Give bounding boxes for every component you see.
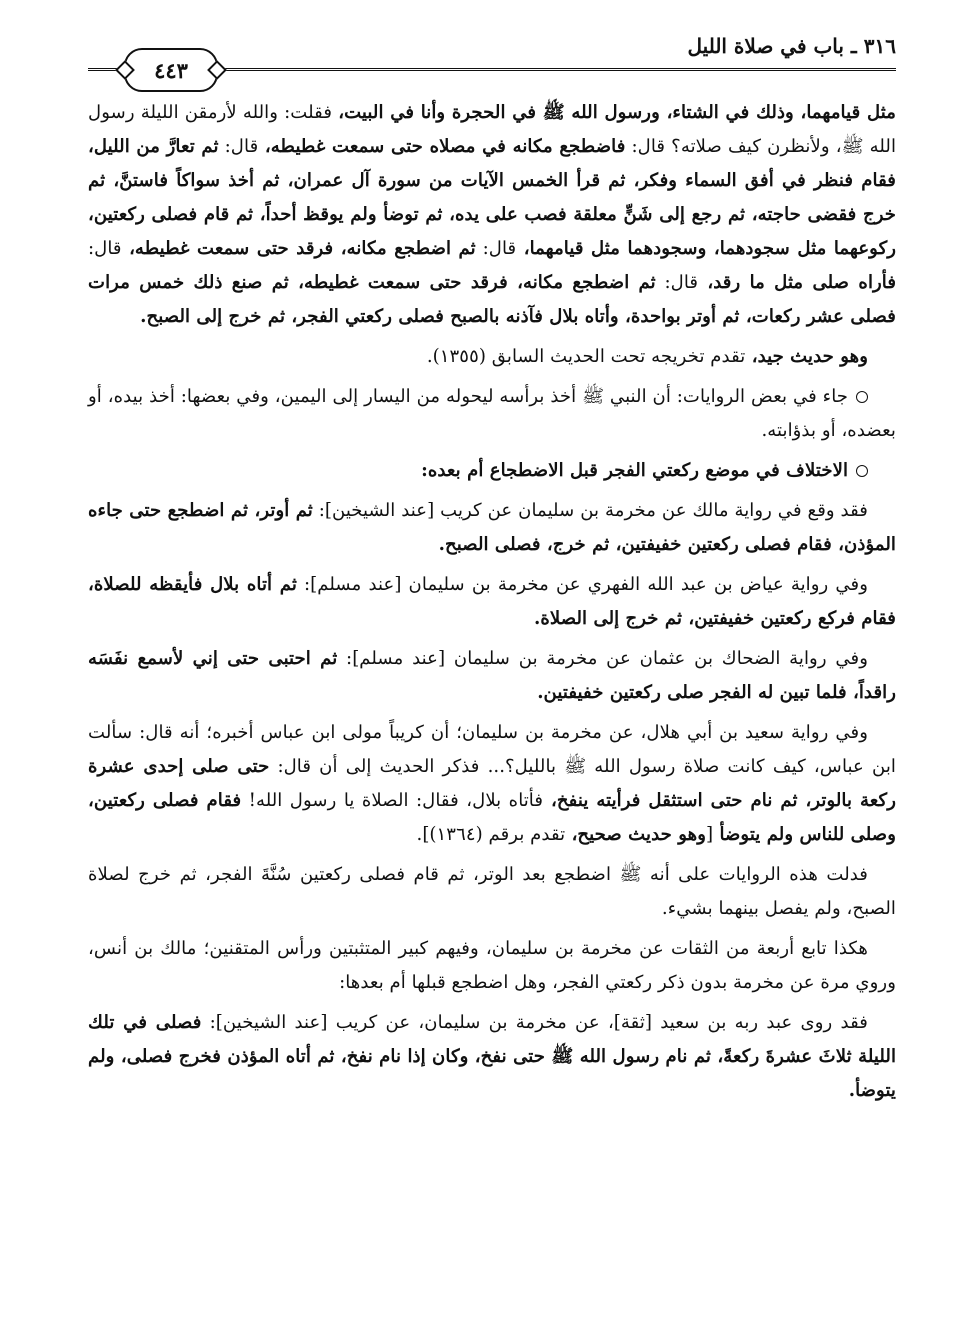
paragraph xyxy=(88,494,896,562)
bold-text-run: ثم أوتر، ثم اضطجع حتى جاءه المؤذن، فقام فصلى ركعتين خفيفتين، ثم خرج، فصلى الصبح. xyxy=(88,500,896,555)
paragraph xyxy=(88,932,896,1000)
text-run: فقد وقع في رواية مالك عن مخرمة بن سليمان عن كريب [عند الشيخين]: xyxy=(312,500,868,521)
paragraph xyxy=(88,642,896,710)
page-number: ٤٤٣ xyxy=(154,57,188,83)
body-text xyxy=(88,96,896,1108)
bold-text-run: مثل قيامهما، وذلك في الشتاء، ورسول الله ﷺ في الحجرة وأنا في البيت، xyxy=(338,102,896,123)
text-run: قال: xyxy=(218,136,259,157)
paragraph xyxy=(88,380,896,448)
text-run: وفي رواية الضحاك بن عثمان عن مخرمة بن سليمان [عند مسلم]: xyxy=(337,648,868,669)
paragraph xyxy=(88,340,896,374)
bold-text-run: الاختلاف في موضع ركعتي الفجر قبل الاضطجاع أم بعده: xyxy=(421,460,848,481)
paragraph xyxy=(88,1006,896,1108)
paragraph xyxy=(88,858,896,926)
bold-text-run: فصلى في تلك الليلة ثلاثَ عشرةَ ركعةً، ثم نام رسول الله ﷺ حتى نفخ، وكان إذا نام نفخ، ثم أتاه المؤذن فخرج فصلى، ولم يتوضأ. xyxy=(88,1012,896,1101)
bold-text-run: وهو حديث صحيح، xyxy=(565,824,706,845)
bold-text-run: فقام فصلى ركعتين، وصلى للناس ولم يتوضأ xyxy=(88,790,896,845)
text-run: وفي رواية سعيد بن أبي هلال، عن مخرمة بن سليمان؛ أن كريباً مولى ابن عباس أخبره؛ أنه قال: سألت ابن عباس، كيف كانت صلاة رسول الله ﷺ بالليل؟... فذكر الحديث إلى أن قال: xyxy=(88,722,896,777)
running-title: ٣١٦ ـ باب في صلاة الليل xyxy=(687,34,896,58)
document-page xyxy=(88,30,896,1114)
text-run: [ xyxy=(706,824,714,845)
text-run: قال: xyxy=(655,272,699,293)
bullet-circle-icon xyxy=(856,465,868,477)
bold-text-run: وهو حديث جيد، xyxy=(745,346,868,367)
bold-text-run: فأراه صلى مثل ما رقد، xyxy=(698,272,897,293)
text-run: فدلت هذه الروايات على أنه ﷺ اضطجع بعد الوتر، ثم قام فصلى ركعتين سُنَّةَ الفجر، ثم خرج لصلاة الصبح، ولم يفصل بينهما بشيء. xyxy=(88,864,896,919)
text-run: تقدم برقم (١٣٦٤)]. xyxy=(416,824,566,845)
text-run: فقلت: والله لأرمقن الليلة رسول الله ﷺ، ولأنظرن كيف صلاته؟ قال: xyxy=(88,102,896,157)
text-run: فقد روى عبد ربه بن سعيد [ثقة]، عن مخرمة بن سليمان، عن كريب [عند الشيخين]: xyxy=(201,1012,868,1033)
text-run: فأتاه بلال، فقال: الصلاة يا رسول الله! xyxy=(241,790,544,811)
bold-text-run: ثم تعارَّ من الليل، فقام فنظر في أفق السماء وفكر، ثم قرأ الخمس الآيات من سورة آل عمران، ثم أخذ سواكاً فاستنَّ، ثم خرج فقضى حاجته، ثم رجع إلى شَنٍّ معلقة فصب على يده، ثم توضأ ولم يوقظ أحداً، ثم قام فصلى ركعتين، ركوعهما مثل سجودهما، وسجودهما مثل قيامهما، xyxy=(88,136,897,259)
bold-text-run: ثم اضطجع مكانه، فرقد حتى سمعت غطيطه، xyxy=(121,238,476,259)
page-header xyxy=(88,30,896,82)
bold-text-run: ثم اضطجع مكانه، فرقد حتى سمعت غطيطه، ثم صنع ذلك خمس مرات فصلى عشر ركعات، ثم أوتر بواحدة، وأتاه بلال فآذنه بالصبح فصلى ركعتي الفجر، ثم خرج إلى الصبح. xyxy=(88,272,896,327)
paragraph xyxy=(88,454,896,488)
paragraph xyxy=(88,716,896,852)
text-run: قال: xyxy=(88,238,122,259)
paragraph xyxy=(88,568,896,636)
bullet-circle-icon xyxy=(856,391,868,403)
bold-text-run: حتى صلى إحدى عشرة ركعة بالوتر، ثم نام حتى استثقل فرأيته ينفخ، xyxy=(88,756,896,811)
text-run: جاء في بعض الروايات: أن النبي ﷺ أخذ برأسه ليحوله من اليسار إلى اليمين، وفي بعضها: أخذ بيده، أو بعضده، أو بذؤابته. xyxy=(88,386,896,441)
page-number-badge xyxy=(124,48,218,92)
text-run: هكذا تابع أربعة من الثقات عن مخرمة بن سليمان، وفيهم كبير المتثبتين ورأس المتقنين؛ مالك بن أنس، وروي مرة عن مخرمة بدون ذكر ركعتي الفجر، وهل اضطجع قبلها أم بعدها: xyxy=(88,938,896,993)
bold-text-run: ثم احتبى حتى إني لأسمع نفَسَه راقداً، فلما تبين له الفجر صلى ركعتين خفيفتين. xyxy=(88,648,896,703)
text-run: وفي رواية عياض بن عبد الله الفهري عن مخرمة بن سليمان [عند مسلم]: xyxy=(296,574,869,595)
paragraph xyxy=(88,96,896,334)
bold-text-run: ثم أتاه بلال فأيقظه للصلاة، فقام فركع ركعتين خفيفتين، ثم خرج إلى الصلاة. xyxy=(88,574,896,629)
text-run: تقدم تخريجه تحت الحديث السابق (١٣٥٥). xyxy=(426,346,746,367)
bold-text-run: فاضطجع مكانه في مصلاه حتى سمعت غطيطه، xyxy=(258,136,626,157)
text-run: قال: xyxy=(475,238,517,259)
